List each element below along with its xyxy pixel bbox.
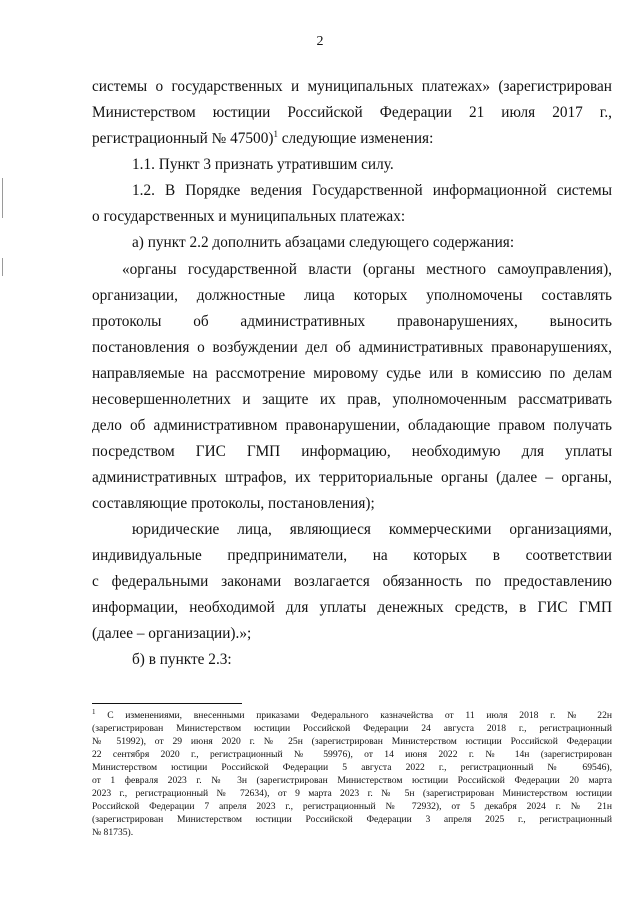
body-line: а) пункт 2.2 дополнить абзацами следующего содержания: bbox=[132, 234, 515, 251]
footnote-line: (зарегистрирован Министерством юстиции Российской Федерации 3 апреля 2025 г., регистрационный bbox=[92, 814, 612, 825]
body-line: о государственных и муниципальных платежах: bbox=[92, 208, 406, 225]
footnote-line: Министерством юстиции Российской Федерации 5 августа 2022 г., регистрационный № 69546), bbox=[92, 762, 612, 773]
body-line: с федеральными законами возлагается обязанность по предоставлению bbox=[92, 573, 612, 590]
body-text: регистрационный № 47500) bbox=[92, 130, 274, 147]
page-number: 2 bbox=[316, 34, 324, 49]
scan-edge-mark bbox=[2, 178, 3, 218]
footnote-line: от 1 февраля 2023 г. № 3н (зарегистрирован Министерством юстиции Российской Федерации 20 марта bbox=[92, 775, 612, 786]
body-line: б) в пункте 2.3: bbox=[132, 651, 232, 668]
scan-edge-mark bbox=[2, 258, 3, 276]
body-line: индивидуальные предприниматели, на которых в соответствии bbox=[92, 547, 612, 564]
body-line: посредством ГИС ГМП информацию, необходимую для уплаты bbox=[92, 443, 612, 460]
footnote-separator bbox=[92, 703, 242, 704]
body-line: 1.2. В Порядке ведения Государственной информационной системы bbox=[132, 182, 612, 199]
body-text: следующие изменения: bbox=[277, 130, 434, 147]
body-line: «органы государственной власти (органы местного самоуправления), bbox=[122, 261, 612, 278]
body-line: протоколы об административных правонарушениях, выносить bbox=[92, 313, 612, 330]
body-line: системы о государственных и муниципальных платежах» (зарегистрирован bbox=[92, 78, 612, 95]
body-line: (далее – организации).»; bbox=[92, 625, 252, 642]
footnote-marker: 1 bbox=[92, 707, 96, 716]
body-line: юридические лица, являющиеся коммерческими организациями, bbox=[132, 521, 612, 538]
body-line: административных штрафов, их территориальные органы (далее – органы, bbox=[92, 469, 612, 486]
body-line bbox=[92, 129, 612, 149]
footnote-line: (зарегистрирован Министерством юстиции Российской Федерации 24 августа 2018 г., регистрационный bbox=[92, 723, 612, 734]
footnote-line: 22 сентября 2020 г., регистрационный № 59976), от 14 июня 2022 г. № 14н (зарегистрирован bbox=[92, 749, 612, 760]
body-line: дело об административном правонарушении, обладающие правом получать bbox=[92, 417, 612, 434]
footnote-line: № 81735). bbox=[92, 827, 134, 838]
body-line: постановления о возбуждении дел об административных правонарушениях, bbox=[92, 339, 612, 356]
body-line: направляемые на рассмотрение мировому судье или в комиссию по делам bbox=[92, 365, 612, 382]
footnote-line bbox=[92, 707, 612, 723]
footnote-reference: 1 bbox=[273, 128, 278, 139]
body-line: Министерством юстиции Российской Федерации 21 июля 2017 г., bbox=[92, 104, 612, 121]
body-line: составляющие протоколы, постановления); bbox=[92, 495, 375, 512]
body-line: несовершеннолетних и защите их прав, уполномоченным рассматривать bbox=[92, 391, 612, 408]
footnote-line: 2023 г., регистрационный № 72634), от 9 марта 2023 г. № 5н (зарегистрирован Министерством юстиции bbox=[92, 788, 612, 799]
footnote-text: С изменениями, внесенными приказами Федерального казначейства от 11 июля 2018 г. № 22н bbox=[95, 710, 612, 721]
body-line: организации, должностные лица которых уполномочены составлять bbox=[92, 287, 612, 304]
footnote-line: № 51992), от 29 июня 2020 г. № 25н (зарегистрирован Министерством юстиции Российской Федерации bbox=[92, 736, 612, 747]
body-line: 1.1. Пункт 3 признать утратившим силу. bbox=[132, 156, 394, 173]
body-line: информации, необходимой для уплаты денежных средств, в ГИС ГМП bbox=[92, 599, 612, 616]
footnote-line: Российской Федерации 7 апреля 2023 г., регистрационный № 72932), от 5 декабря 2024 г. № 21н bbox=[92, 801, 612, 812]
